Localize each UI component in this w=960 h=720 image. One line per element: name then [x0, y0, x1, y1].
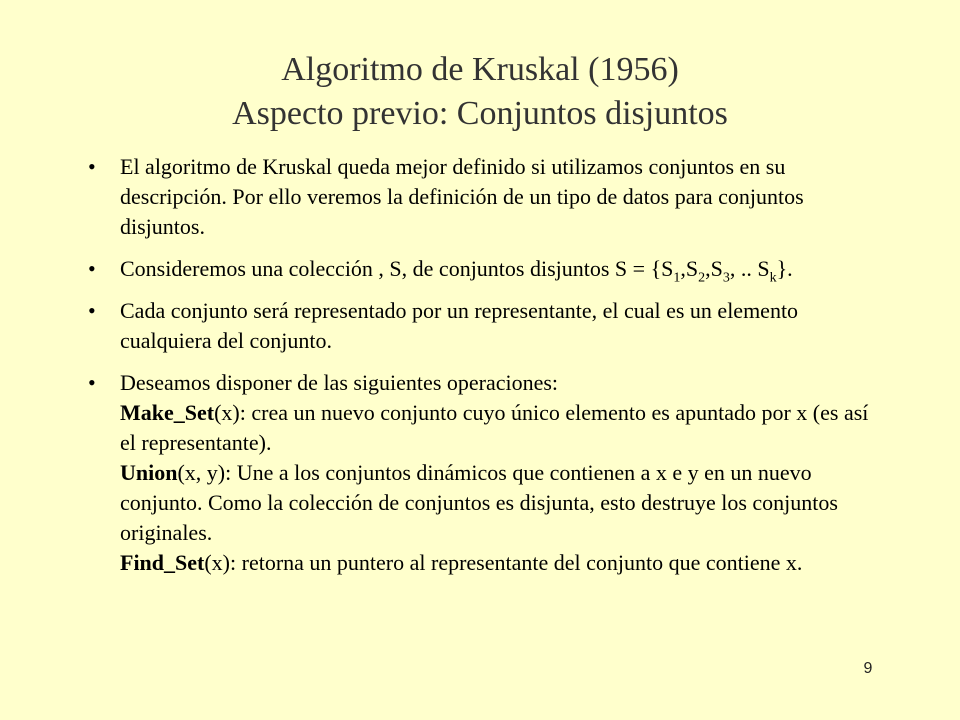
- subscript-3: 3: [722, 270, 730, 286]
- operations-intro: Deseamos disponer de las siguientes operaciones:: [120, 370, 559, 395]
- operation-make-set: [120, 398, 888, 458]
- set-sep-1: ,S: [680, 256, 699, 281]
- operation-desc-union: (x, y): Une a los conjuntos dinámicos que contienen a x e y en un nuevo conjunto. Como la colección de conjuntos es disjunta, esto destruye los conjuntos originales.: [120, 460, 838, 545]
- subscript-2: 2: [698, 270, 706, 286]
- page-number: 9: [863, 660, 873, 677]
- operation-desc-find-set: (x): retorna un puntero al representante del conjunto que contiene x.: [204, 550, 803, 575]
- bullet-item-3: [88, 296, 888, 356]
- operation-name-find-set: Find_Set: [120, 550, 205, 575]
- title-line-2: Aspecto previo: Conjuntos disjuntos: [232, 95, 728, 132]
- operation-union: [120, 458, 888, 548]
- title-line-1: Algoritmo de Kruskal (1956): [281, 51, 679, 88]
- bullet-dot: •: [88, 256, 96, 281]
- bullet-item-4: [88, 368, 888, 578]
- slide-title: [0, 48, 960, 136]
- set-sep-3: , .. S: [729, 256, 770, 281]
- bullet-item-1: [88, 152, 888, 242]
- bullet-item-2: [88, 254, 888, 284]
- set-sep-2: ,S: [705, 256, 723, 281]
- bullet-text-2: [120, 254, 888, 284]
- bullet-text-4: [120, 368, 888, 578]
- set-suffix: }.: [776, 256, 793, 281]
- bullet-list: [88, 152, 888, 590]
- bullet-text-3: Cada conjunto será representado por un representante, el cual es un elemento cualquiera del conjunto.: [120, 298, 799, 353]
- operation-desc-make-set: (x): crea un nuevo conjunto cuyo único elemento es apuntado por x (es así el representante).: [120, 400, 869, 455]
- bullet-text-1: El algoritmo de Kruskal queda mejor definido si utilizamos conjuntos en su descripción. Por ello veremos la definición de un tipo de datos para conjuntos disjuntos.: [120, 154, 804, 239]
- bullet-dot: •: [88, 154, 96, 179]
- operation-name-union: Union: [120, 460, 178, 485]
- subscript-1: 1: [673, 270, 681, 286]
- set-prefix: Consideremos una colección , S, de conjuntos disjuntos S = {S: [120, 256, 674, 281]
- bullet-dot: •: [88, 298, 96, 323]
- bullet-dot: •: [88, 370, 96, 395]
- operation-find-set: [120, 548, 888, 578]
- operation-name-make-set: Make_Set: [120, 400, 215, 425]
- subscript-k: k: [769, 270, 777, 286]
